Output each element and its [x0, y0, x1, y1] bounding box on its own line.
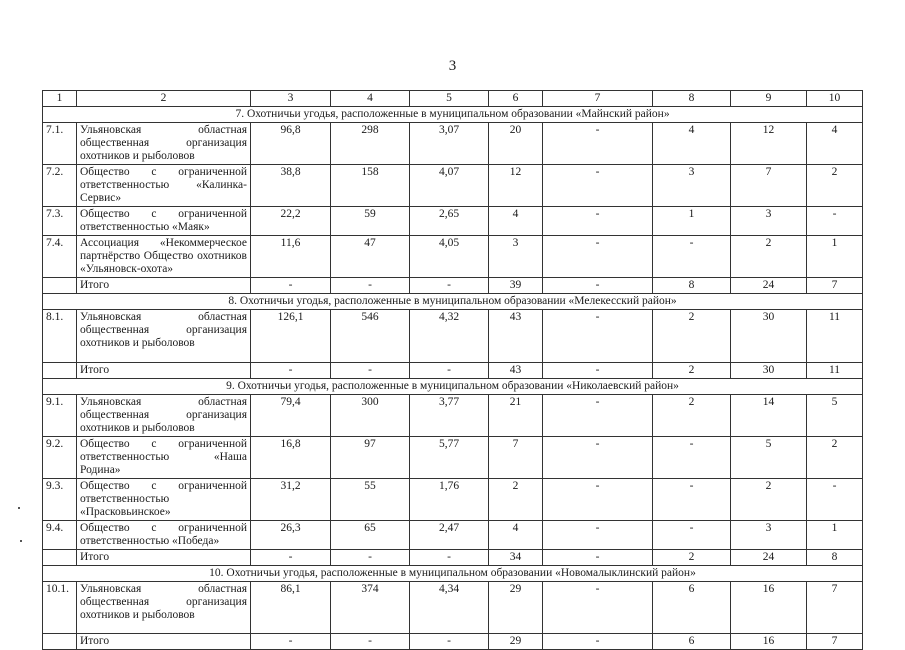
column-number-header: 5 — [410, 91, 489, 107]
value-cell: 3,07 — [410, 123, 489, 165]
value-cell: 1 — [807, 236, 863, 278]
value-cell: 2 — [489, 479, 543, 521]
value-cell: 21 — [489, 395, 543, 437]
value-cell: 374 — [331, 582, 410, 634]
value-cell: 16,8 — [251, 437, 331, 479]
value-cell: 2 — [807, 165, 863, 207]
total-value-cell: - — [331, 634, 410, 650]
column-number-header: 1 — [43, 91, 77, 107]
value-cell: 96,8 — [251, 123, 331, 165]
column-number-header: 3 — [251, 91, 331, 107]
value-cell: 6 — [653, 582, 731, 634]
value-cell: 158 — [331, 165, 410, 207]
row-number: 8.1. — [43, 310, 77, 363]
total-label: Итого — [77, 550, 251, 566]
total-row-number — [43, 550, 77, 566]
total-value-cell: 8 — [807, 550, 863, 566]
value-cell: 5,77 — [410, 437, 489, 479]
value-cell: - — [653, 479, 731, 521]
value-cell: 3,77 — [410, 395, 489, 437]
value-cell: 298 — [331, 123, 410, 165]
value-cell: - — [543, 236, 653, 278]
value-cell: 12 — [731, 123, 807, 165]
total-value-cell: 11 — [807, 363, 863, 379]
total-value-cell: - — [251, 278, 331, 294]
section-title-row — [43, 566, 863, 582]
value-cell: 30 — [731, 310, 807, 363]
value-cell: 4,32 — [410, 310, 489, 363]
value-cell: 4 — [653, 123, 731, 165]
value-cell: - — [543, 310, 653, 363]
value-cell: 5 — [731, 437, 807, 479]
value-cell: 2 — [653, 310, 731, 363]
value-cell: 3 — [653, 165, 731, 207]
value-cell: - — [807, 207, 863, 236]
column-number-row — [43, 91, 863, 107]
column-number-header: 6 — [489, 91, 543, 107]
column-number-header: 2 — [77, 91, 251, 107]
row-number: 9.4. — [43, 521, 77, 550]
total-value-cell: 39 — [489, 278, 543, 294]
organization-name: Ульяновская областная общественная организация охотников и рыболовов — [77, 123, 251, 165]
table-row — [43, 437, 863, 479]
value-cell: 29 — [489, 582, 543, 634]
value-cell: 546 — [331, 310, 410, 363]
total-label: Итого — [77, 363, 251, 379]
value-cell: 20 — [489, 123, 543, 165]
value-cell: 1 — [653, 207, 731, 236]
total-value-cell: - — [251, 634, 331, 650]
total-label: Итого — [77, 278, 251, 294]
value-cell: 4 — [489, 207, 543, 236]
value-cell: 7 — [731, 165, 807, 207]
value-cell: 38,8 — [251, 165, 331, 207]
value-cell: 2 — [807, 437, 863, 479]
value-cell: 86,1 — [251, 582, 331, 634]
organization-name: Общество с ограниченной ответственностью «Калинка-Сервис» — [77, 165, 251, 207]
section-title: 8. Охотничьи угодья, расположенные в муниципальном образовании «Мелекесский район» — [43, 294, 863, 310]
total-row — [43, 363, 863, 379]
value-cell: 2,47 — [410, 521, 489, 550]
value-cell: - — [543, 207, 653, 236]
column-number-header: 10 — [807, 91, 863, 107]
value-cell: 3 — [489, 236, 543, 278]
organization-name: Ассоциация «Некоммерческое партнёрство Общество охотников «Ульяновск-охота» — [77, 236, 251, 278]
section-title: 9. Охотничьи угодья, расположенные в муниципальном образовании «Николаевский район» — [43, 379, 863, 395]
value-cell: 11,6 — [251, 236, 331, 278]
organization-name: Ульяновская областная общественная организация охотников и рыболовов — [77, 310, 251, 363]
total-value-cell: 2 — [653, 363, 731, 379]
value-cell: 4 — [489, 521, 543, 550]
total-value-cell: 29 — [489, 634, 543, 650]
total-value-cell: 24 — [731, 550, 807, 566]
column-number-header: 4 — [331, 91, 410, 107]
total-value-cell: 24 — [731, 278, 807, 294]
value-cell: 79,4 — [251, 395, 331, 437]
value-cell: - — [653, 521, 731, 550]
row-number: 7.1. — [43, 123, 77, 165]
value-cell: - — [653, 437, 731, 479]
value-cell: 59 — [331, 207, 410, 236]
value-cell: 126,1 — [251, 310, 331, 363]
row-number: 10.1. — [43, 582, 77, 634]
total-value-cell: 43 — [489, 363, 543, 379]
value-cell: - — [807, 479, 863, 521]
value-cell: - — [543, 479, 653, 521]
column-number-header: 7 — [543, 91, 653, 107]
total-value-cell: - — [543, 634, 653, 650]
total-value-cell: - — [410, 550, 489, 566]
total-row-number — [43, 363, 77, 379]
table-row — [43, 395, 863, 437]
value-cell: 2 — [731, 236, 807, 278]
value-cell: 65 — [331, 521, 410, 550]
value-cell: 2 — [731, 479, 807, 521]
value-cell: 2 — [653, 395, 731, 437]
total-value-cell: - — [251, 363, 331, 379]
value-cell: - — [543, 395, 653, 437]
row-number: 9.3. — [43, 479, 77, 521]
total-row — [43, 550, 863, 566]
value-cell: 1 — [807, 521, 863, 550]
value-cell: 300 — [331, 395, 410, 437]
value-cell: - — [543, 521, 653, 550]
value-cell: 7 — [807, 582, 863, 634]
value-cell: 47 — [331, 236, 410, 278]
value-cell: 3 — [731, 207, 807, 236]
value-cell: 4,34 — [410, 582, 489, 634]
total-row — [43, 278, 863, 294]
column-number-header: 9 — [731, 91, 807, 107]
value-cell: 4 — [807, 123, 863, 165]
total-value-cell: 34 — [489, 550, 543, 566]
row-number: 9.2. — [43, 437, 77, 479]
total-value-cell: - — [331, 550, 410, 566]
table-row — [43, 310, 863, 363]
total-row-number — [43, 278, 77, 294]
value-cell: 4,07 — [410, 165, 489, 207]
value-cell: 5 — [807, 395, 863, 437]
total-row — [43, 634, 863, 650]
table-row — [43, 479, 863, 521]
total-value-cell: - — [331, 363, 410, 379]
value-cell: 12 — [489, 165, 543, 207]
total-value-cell: 7 — [807, 278, 863, 294]
section-title: 7. Охотничьи угодья, расположенные в муниципальном образовании «Майнский район» — [43, 107, 863, 123]
column-number-header: 8 — [653, 91, 731, 107]
organization-name: Ульяновская областная общественная организация охотников и рыболовов — [77, 582, 251, 634]
table-row — [43, 582, 863, 634]
row-number: 7.4. — [43, 236, 77, 278]
total-value-cell: 2 — [653, 550, 731, 566]
total-value-cell: 16 — [731, 634, 807, 650]
value-cell: 43 — [489, 310, 543, 363]
total-value-cell: 30 — [731, 363, 807, 379]
organization-name: Общество с ограниченной ответственностью «Наша Родина» — [77, 437, 251, 479]
organization-name: Общество с ограниченной ответственностью «Прасковьинское» — [77, 479, 251, 521]
total-value-cell: - — [331, 278, 410, 294]
value-cell: - — [543, 123, 653, 165]
total-value-cell: 6 — [653, 634, 731, 650]
value-cell: 3 — [731, 521, 807, 550]
total-value-cell: - — [543, 278, 653, 294]
page-number: 3 — [448, 58, 457, 74]
total-value-cell: 7 — [807, 634, 863, 650]
row-number: 7.3. — [43, 207, 77, 236]
table-row — [43, 165, 863, 207]
row-number: 7.2. — [43, 165, 77, 207]
value-cell: 2,65 — [410, 207, 489, 236]
value-cell: 1,76 — [410, 479, 489, 521]
table-row — [43, 123, 863, 165]
total-value-cell: - — [251, 550, 331, 566]
section-title-row — [43, 294, 863, 310]
value-cell: 97 — [331, 437, 410, 479]
value-cell: 26,3 — [251, 521, 331, 550]
value-cell: 22,2 — [251, 207, 331, 236]
value-cell: - — [543, 165, 653, 207]
table-body — [43, 91, 863, 650]
table-row — [43, 207, 863, 236]
section-title-row — [43, 379, 863, 395]
total-value-cell: - — [543, 363, 653, 379]
organization-name: Общество с ограниченной ответственностью «Победа» — [77, 521, 251, 550]
organization-name: Ульяновская областная общественная организация охотников и рыболовов — [77, 395, 251, 437]
total-value-cell: - — [410, 634, 489, 650]
value-cell: 14 — [731, 395, 807, 437]
value-cell: 31,2 — [251, 479, 331, 521]
total-value-cell: - — [410, 278, 489, 294]
table-row — [43, 236, 863, 278]
value-cell: 55 — [331, 479, 410, 521]
total-row-number — [43, 634, 77, 650]
scan-speck — [18, 507, 20, 509]
table-row — [43, 521, 863, 550]
scan-speck — [20, 540, 22, 542]
value-cell: 4,05 — [410, 236, 489, 278]
section-title: 10. Охотничьи угодья, расположенные в муниципальном образовании «Новомалыклинский район» — [43, 566, 863, 582]
total-label: Итого — [77, 634, 251, 650]
organization-name: Общество с ограниченной ответственностью «Маяк» — [77, 207, 251, 236]
total-value-cell: - — [543, 550, 653, 566]
value-cell: - — [653, 236, 731, 278]
total-value-cell: - — [410, 363, 489, 379]
hunting-grounds-table — [42, 90, 863, 650]
value-cell: - — [543, 582, 653, 634]
value-cell: 11 — [807, 310, 863, 363]
section-title-row — [43, 107, 863, 123]
value-cell: 7 — [489, 437, 543, 479]
value-cell: 16 — [731, 582, 807, 634]
value-cell: - — [543, 437, 653, 479]
total-value-cell: 8 — [653, 278, 731, 294]
row-number: 9.1. — [43, 395, 77, 437]
